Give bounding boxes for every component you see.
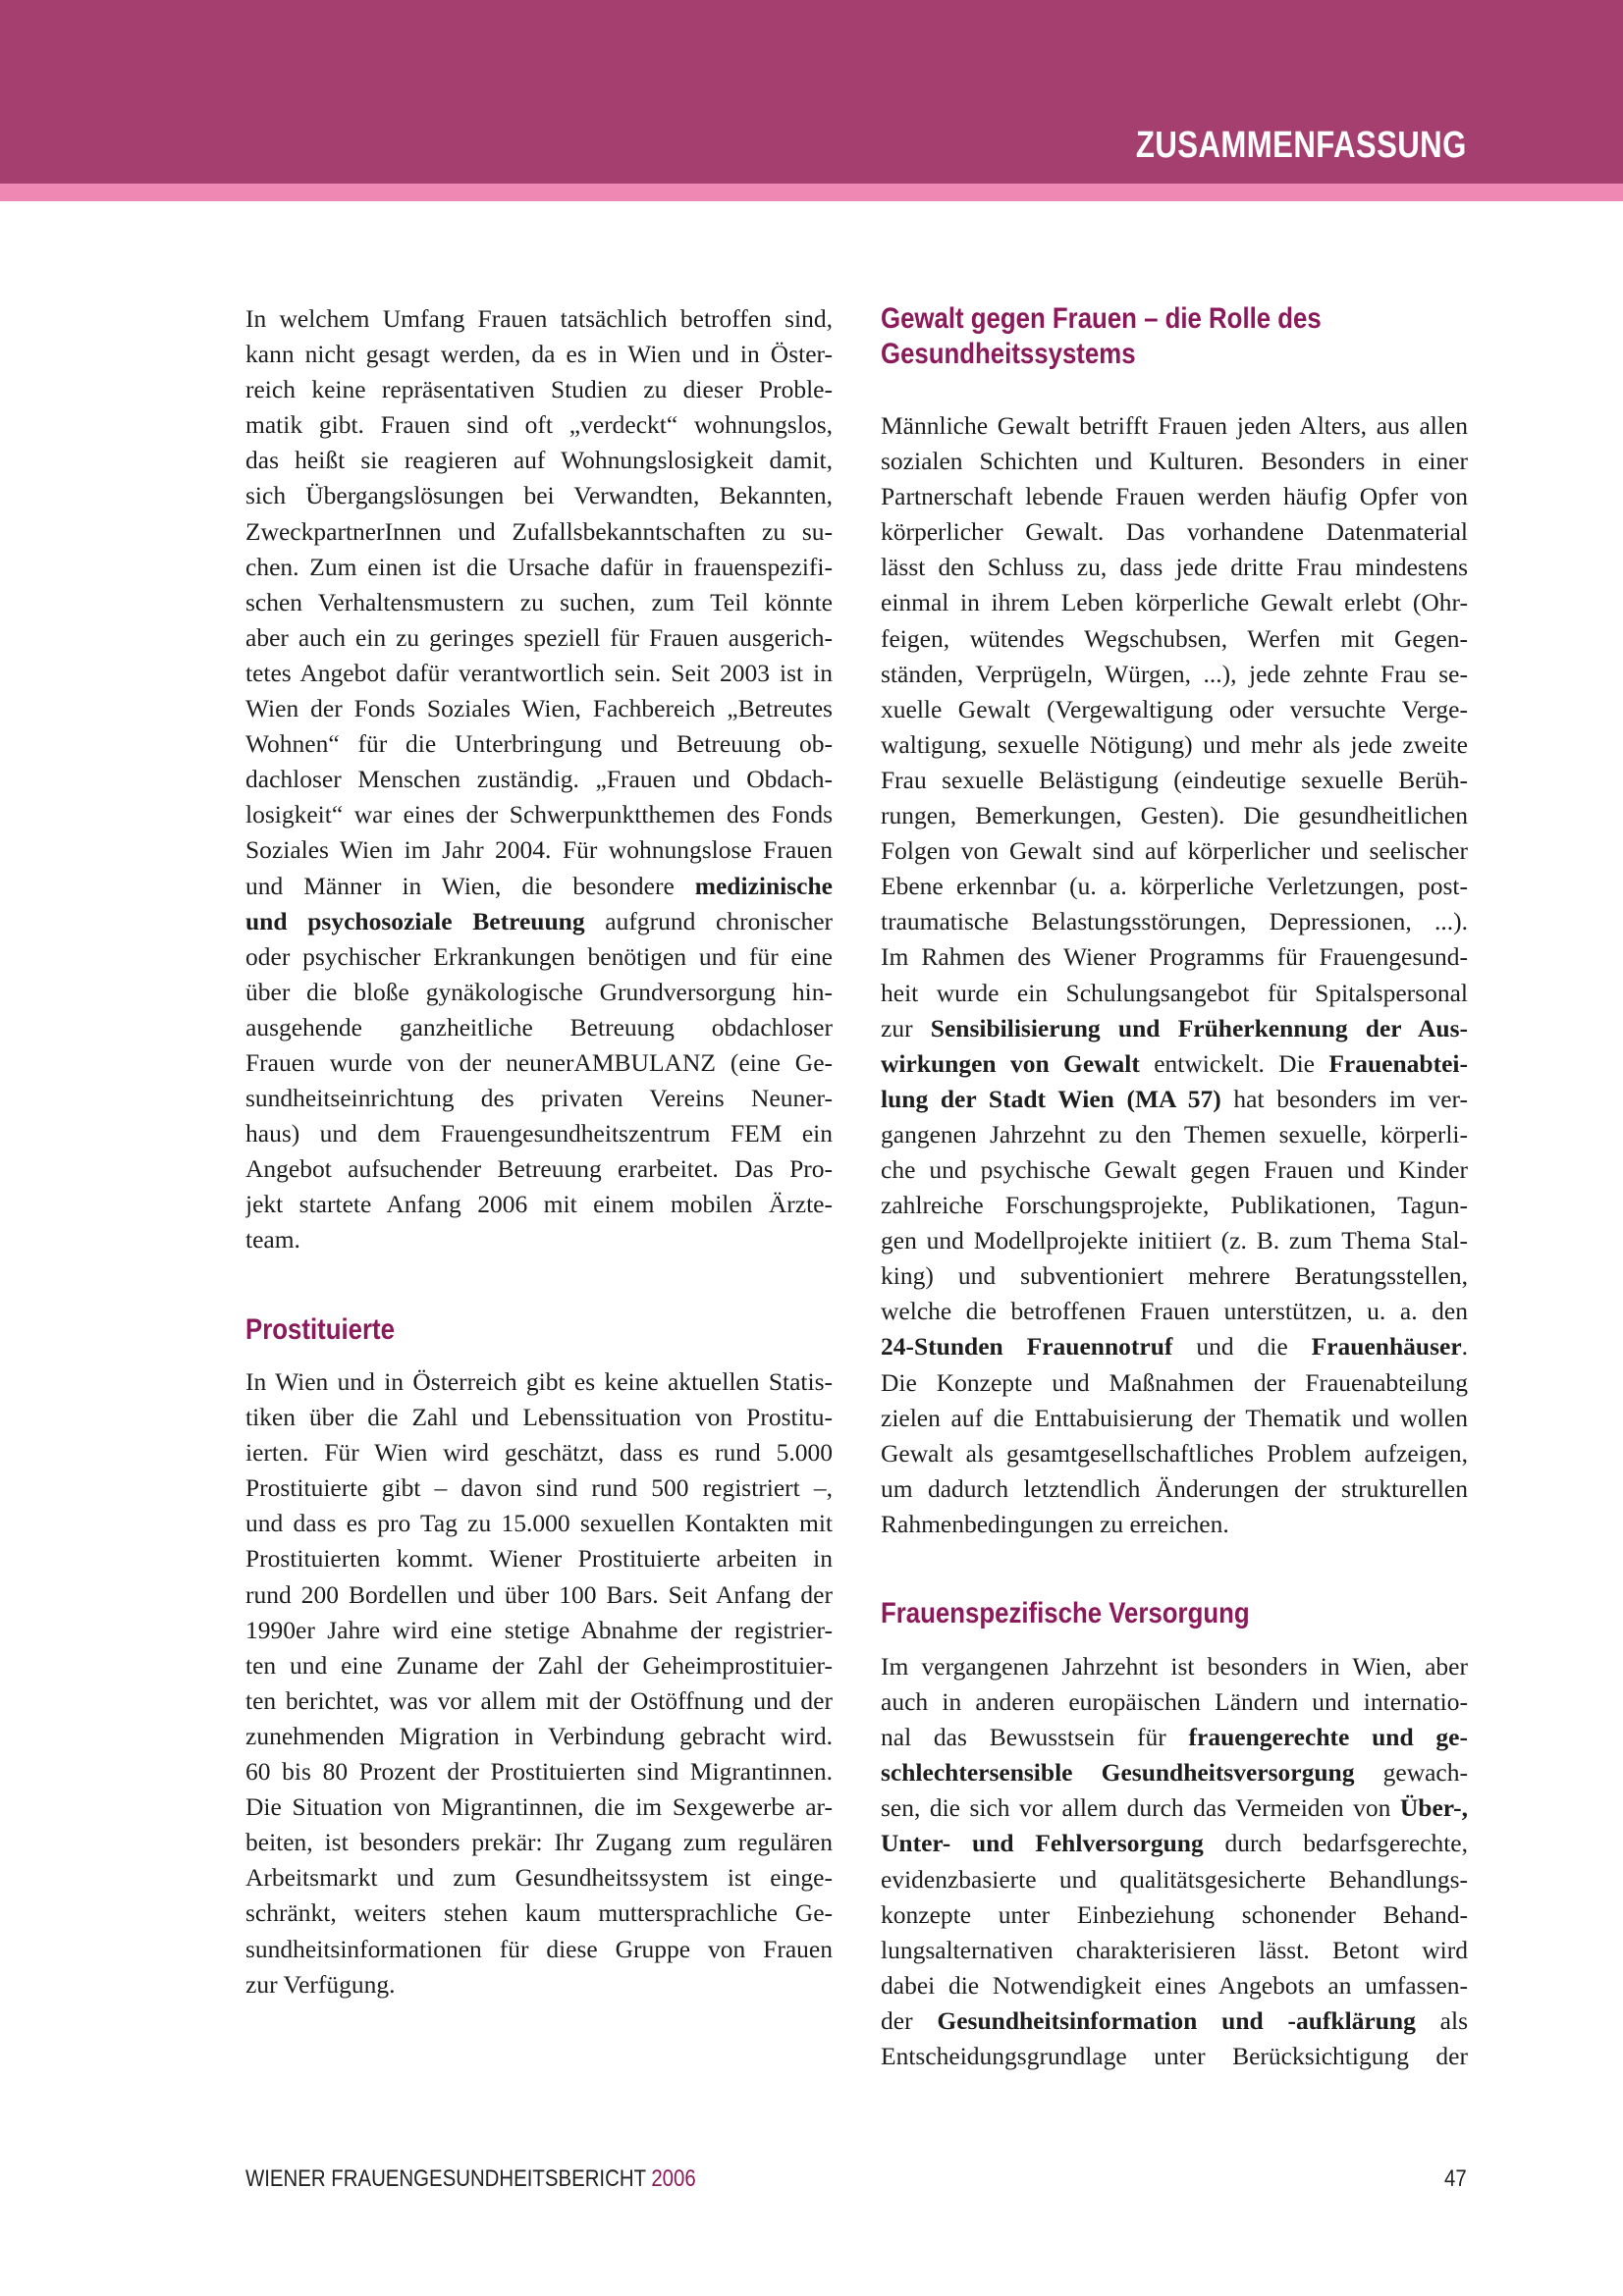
text-line — [881, 1401, 1468, 1436]
text-line — [245, 1789, 833, 1825]
text: 1990er Jahre wird eine stetige Abnahme der registrier- — [245, 1615, 833, 1644]
text: nal das Bewusstsein für — [881, 1723, 1189, 1752]
text: zur Verfügung. — [245, 1969, 396, 1999]
text-line — [245, 1435, 833, 1470]
text: Prostituierte gibt – davon sind rund 500 registriert –, — [245, 1473, 833, 1503]
footer-report-name: WIENER FRAUENGESUNDHEITSBERICHT — [245, 2165, 646, 2192]
text-line — [881, 1897, 1468, 1933]
heading-line: Gesundheitssystems — [881, 338, 1136, 370]
text: . — [1461, 1332, 1468, 1362]
text: rund 200 Bordellen und über 100 Bars. Seit Anfang der — [245, 1579, 833, 1609]
text: haus) und dem Frauengesundheitszentrum FEM ein — [245, 1119, 833, 1148]
text: gen und Modellprojekte initiiert (z. B. zum Thema Stal- — [881, 1226, 1468, 1255]
text: sich Übergangslösungen bei Verwandten, Bekannten, — [245, 481, 833, 510]
text: lässt den Schluss zu, dass jede dritte Frau mindestens — [881, 553, 1468, 582]
text-line — [881, 692, 1468, 727]
text: In welchem Umfang Frauen tatsächlich betroffen sind, — [245, 304, 833, 333]
text: konzepte unter Einbeziehung schonender Behand- — [881, 1899, 1468, 1929]
text: Soziales Wien im Jahr 2004. Für wohnungslose Frauen — [245, 835, 833, 865]
text-line — [245, 1116, 833, 1151]
text: oder psychischer Erkrankungen benötigen und für eine — [245, 941, 833, 971]
text: entwickelt. Die — [1139, 1048, 1329, 1078]
text: losigkeit“ war eines der Schwerpunktthemen des Fonds — [245, 800, 833, 829]
text-line — [245, 1045, 833, 1081]
left-paragraph-1 — [245, 301, 833, 1258]
bold-text: Frauenabtei- — [1328, 1048, 1468, 1078]
text-line — [881, 657, 1468, 692]
text: Die Situation von Migrantinnen, die im Sexgewerbe ar- — [245, 1792, 833, 1822]
text-line — [245, 1967, 833, 2002]
text-line — [245, 1400, 833, 1435]
footer-year: 2006 — [651, 2165, 696, 2192]
bold-text: medizinische — [694, 871, 833, 900]
text: heit wurde ein Schulungsangebot für Spitalspersonal — [881, 978, 1468, 1007]
text: zahlreiche Forschungsprojekte, Publikationen, Tagun- — [881, 1191, 1468, 1220]
text-line — [881, 1507, 1468, 1542]
text: sozialen Schichten und Kulturen. Besonders in einer — [881, 447, 1468, 476]
text: Entscheidungsgrundlage unter Berücksichtigung der — [881, 2042, 1468, 2071]
text-line — [881, 833, 1468, 869]
text: über die bloße gynäkologische Grundversorgung hin- — [245, 977, 833, 1006]
text: beiten, ist besonders prekär: Ihr Zugang zum regulären — [245, 1828, 833, 1857]
text: sundheitseinrichtung des privaten Vereins Neuner- — [245, 1084, 833, 1113]
text-line — [881, 550, 1468, 585]
text: Im Rahmen des Wiener Programms für Frauengesund- — [881, 942, 1468, 972]
text-line — [881, 1968, 1468, 2003]
text: auch in anderen europäischen Ländern und internatio- — [881, 1687, 1468, 1717]
text-line — [245, 1470, 833, 1506]
text-line — [245, 939, 833, 975]
text-line — [881, 869, 1468, 904]
text: einmal in ihrem Leben körperliche Gewalt erlebt (Ohr- — [881, 588, 1468, 617]
text: In Wien und in Österreich gibt es keine aktuellen Statis- — [245, 1367, 833, 1396]
bold-text: Frauenhäuser — [1311, 1332, 1462, 1362]
bold-text: Über-, — [1399, 1793, 1468, 1823]
text: ständen, Verprügeln, Würgen, ...), jede zehnte Frau se- — [881, 659, 1468, 688]
text-line — [881, 585, 1468, 620]
text: Arbeitsmarkt und zum Gesundheitssystem ist einge- — [245, 1863, 833, 1893]
text: Folgen von Gewalt sind auf körperlicher und seelischer — [881, 836, 1468, 866]
text-line — [881, 904, 1468, 939]
text: tiken über die Zahl und Lebenssituation von Prostitu- — [245, 1403, 833, 1432]
text: gewach- — [1354, 1758, 1468, 1788]
text-line — [881, 1862, 1468, 1897]
text: sen, die sich vor allem durch das Vermeiden von — [881, 1793, 1400, 1823]
text-line — [245, 691, 833, 726]
text-line — [245, 1719, 833, 1754]
bold-text: lung der Stadt Wien (MA 57) — [881, 1084, 1221, 1113]
text: aufgrund chronischer — [584, 906, 833, 935]
text: um dadurch letztendlich Änderungen der strukturellen — [881, 1473, 1468, 1503]
text-line — [245, 1932, 833, 1967]
text: körperlicher Gewalt. Das vorhandene Datenmaterial — [881, 517, 1468, 547]
text: als — [1415, 2005, 1468, 2035]
text: hat besonders im ver- — [1220, 1084, 1468, 1113]
text-line — [881, 1720, 1468, 1755]
text: und Männer in Wien, die besondere — [245, 871, 695, 900]
text-line — [245, 620, 833, 656]
text: kann nicht gesagt werden, da es in Wien und in Öster- — [245, 340, 833, 369]
text: team. — [245, 1225, 300, 1255]
bold-text: und psychosoziale Betreuung — [245, 906, 585, 935]
bold-text: 24-Stunden Frauennotruf — [881, 1332, 1173, 1362]
text-line — [881, 479, 1468, 514]
text-line — [245, 1541, 833, 1576]
text-line — [245, 1506, 833, 1541]
text-line — [245, 1683, 833, 1719]
text: Wien der Fonds Soziales Wien, Fachbereich „Betreutes — [245, 694, 833, 723]
text: matik gibt. Frauen sind oft „verdeckt“ wohnungslos, — [245, 410, 833, 440]
text-line — [245, 797, 833, 832]
bold-text: wirkungen von Gewalt — [881, 1048, 1140, 1078]
text: Frau sexuelle Belästigung (eindeutige sexuelle Berüh- — [881, 765, 1468, 794]
left-paragraph-2 — [245, 1364, 833, 2002]
bold-text: Sensibilisierung und Früherkennung der Aus- — [930, 1013, 1468, 1042]
text: tetes Angebot dafür verantwortlich sein. Seit 2003 ist in — [245, 658, 833, 687]
text-line — [881, 798, 1468, 833]
text-line — [245, 372, 833, 407]
text-line — [245, 1860, 833, 1896]
text: Ebene erkennbar (u. a. körperliche Verletzungen, post- — [881, 872, 1468, 901]
text: 60 bis 80 Prozent der Prostituierten sind Migrantinnen. — [245, 1757, 833, 1787]
text: sundheitsinformationen für diese Gruppe von Frauen — [245, 1934, 833, 1963]
text: das heißt sie reagieren auf Wohnungslosigkeit damit, — [245, 446, 833, 475]
text: Gewalt als gesamtgesellschaftliches Problem aufzeigen, — [881, 1438, 1468, 1468]
text: und dass es pro Tag zu 15.000 sexuellen Kontakten mit — [245, 1509, 833, 1538]
text: ten und eine Zuname der Zahl der Geheimprostituier- — [245, 1650, 833, 1680]
text: dachloser Menschen zuständig. „Frauen und Obdach- — [245, 765, 833, 794]
text: traumatische Belastungsstörungen, Depressionen, ...). — [881, 907, 1468, 936]
text: evidenzbasierte und qualitätsgesicherte Behandlungs- — [881, 1864, 1468, 1894]
text-line — [245, 726, 833, 762]
text-line — [881, 1436, 1468, 1471]
text-line — [881, 1294, 1468, 1329]
text-line — [881, 1790, 1468, 1826]
heading-frauenspezifische-versorgung: Frauenspezifische Versorgung — [881, 1597, 1250, 1629]
text-line — [245, 656, 833, 691]
heading-gewalt — [881, 301, 1468, 372]
text-line — [881, 1152, 1468, 1188]
text-line — [245, 1151, 833, 1187]
text-line — [881, 1826, 1468, 1861]
heading-line: Gewalt gegen Frauen – die Rolle des — [881, 302, 1322, 335]
text-line — [881, 2003, 1468, 2039]
text-line — [881, 1223, 1468, 1258]
text: Im vergangenen Jahrzehnt ist besonders in Wien, aber — [881, 1652, 1468, 1681]
text-line — [881, 1188, 1468, 1223]
text: dabei die Notwendigkeit eines Angebots an umfassen- — [881, 1970, 1468, 2000]
text: ierten. Für Wien wird geschätzt, dass es rund 5.000 — [245, 1438, 833, 1468]
text: reich keine repräsentativen Studien zu dieser Proble- — [245, 375, 833, 404]
text-line — [881, 976, 1468, 1011]
text: king) und subventioniert mehrere Beratungsstellen, — [881, 1261, 1468, 1291]
text-line — [881, 1933, 1468, 1968]
text-line — [881, 1117, 1468, 1152]
text: xuelle Gewalt (Vergewaltigung oder versuchte Verge- — [881, 694, 1468, 723]
text-line — [245, 585, 833, 620]
text-line — [245, 1010, 833, 1045]
text-line — [245, 1187, 833, 1222]
text-line — [245, 975, 833, 1010]
bold-text: frauengerechte und ge- — [1188, 1723, 1468, 1752]
text-line — [245, 550, 833, 585]
text: jekt startete Anfang 2006 mit einem mobilen Ärzte- — [245, 1190, 833, 1219]
text-line — [881, 621, 1468, 657]
text-line — [881, 514, 1468, 550]
text-line — [881, 939, 1468, 975]
text: waltigung, sexuelle Nötigung) und mehr als jede zweite — [881, 729, 1468, 759]
text-line — [881, 1471, 1468, 1507]
text-line — [245, 1222, 833, 1257]
text-line — [881, 444, 1468, 479]
text: Frauen wurde von der neunerAMBULANZ (eine Ge- — [245, 1047, 833, 1077]
text-line — [245, 762, 833, 797]
text-line — [881, 2039, 1468, 2074]
text: gangenen Jahrzehnt zu den Themen sexuelle, körperli- — [881, 1119, 1468, 1148]
text-line — [881, 408, 1468, 444]
text-line — [245, 832, 833, 868]
text: ausgehende ganzheitliche Betreuung obdachloser — [245, 1012, 833, 1041]
text: durch bedarfsgerechte, — [1203, 1829, 1468, 1858]
text-line — [881, 1684, 1468, 1720]
text: feigen, wütendes Wegschubsen, Werfen mit Gegen- — [881, 623, 1468, 653]
text-line — [245, 407, 833, 443]
text: Prostituierten kommt. Wiener Prostituierte arbeiten in — [245, 1544, 833, 1574]
text-line — [881, 1258, 1468, 1294]
text-line — [881, 1046, 1468, 1082]
text-line — [881, 1011, 1468, 1046]
bold-text: Unter- und Fehlversorgung — [881, 1829, 1204, 1858]
heading-prostituierte: Prostituierte — [245, 1313, 395, 1346]
text: Männliche Gewalt betrifft Frauen jeden Alters, aus allen — [881, 411, 1468, 440]
right-paragraph-2 — [881, 1649, 1468, 2074]
text-line — [881, 763, 1468, 798]
text-line — [881, 727, 1468, 763]
text: Die Konzepte und Maßnahmen der Frauenabteilung — [881, 1367, 1468, 1397]
text-line — [245, 1613, 833, 1648]
text-line — [245, 478, 833, 513]
text: welche die betroffenen Frauen unterstützen, u. a. den — [881, 1297, 1468, 1326]
text-line — [245, 1577, 833, 1613]
text-line — [245, 443, 833, 478]
text-line — [881, 1329, 1468, 1364]
footer-title — [245, 2163, 696, 2195]
text: lungsalternativen charakterisieren lässt. Betont wird — [881, 1935, 1468, 1964]
text: zunehmenden Migration in Verbindung gebracht wird. — [245, 1721, 833, 1750]
text: ZweckpartnerInnen und Zufallsbekanntschaften zu su- — [245, 516, 833, 546]
text: rungen, Bemerkungen, Gesten). Die gesundheitlichen — [881, 801, 1468, 830]
text: Partnerschaft lebende Frauen werden häufig Opfer von — [881, 482, 1468, 511]
text: zielen auf die Enttabuisierung der Thematik und wollen — [881, 1403, 1468, 1432]
text: schen Verhaltensmustern zu suchen, zum Teil könnte — [245, 587, 833, 616]
page-number: 47 — [1444, 2165, 1467, 2192]
text: chen. Zum einen ist die Ursache dafür in frauenspezifi- — [245, 552, 833, 581]
right-paragraph-1 — [881, 408, 1468, 1542]
text: Wohnen“ für die Unterbringung und Betreuung ob- — [245, 729, 833, 759]
bold-text: Gesundheitsinformation und -aufklärung — [937, 2005, 1416, 2035]
text: ten berichtet, was vor allem mit der Ostöffnung und der — [245, 1685, 833, 1715]
text: che und psychische Gewalt gegen Frauen und Kinder — [881, 1154, 1468, 1184]
text: der — [881, 2005, 938, 2035]
text-line — [245, 337, 833, 372]
text: aber auch ein zu geringes speziell für Frauen ausgerich- — [245, 622, 833, 652]
text-line — [245, 869, 833, 904]
header-stripe — [0, 184, 1623, 201]
text-line — [881, 1755, 1468, 1790]
text-line — [245, 1081, 833, 1116]
text-line — [881, 1365, 1468, 1401]
text-line — [245, 1648, 833, 1683]
text-line — [245, 301, 833, 337]
text: schränkt, weiters stehen kaum muttersprachliche Ge- — [245, 1898, 833, 1928]
text-line — [245, 514, 833, 550]
text: zur — [881, 1013, 931, 1042]
bold-text: schlechtersensible Gesundheitsversorgung — [881, 1758, 1355, 1788]
section-title: ZUSAMMENFASSUNG — [1136, 125, 1467, 166]
text-line — [245, 1364, 833, 1400]
text-line — [245, 904, 833, 939]
text: Angebot aufsuchender Betreuung erarbeitet. Das Pro- — [245, 1154, 833, 1184]
text-line — [245, 1754, 833, 1789]
text-line — [245, 1825, 833, 1860]
text-line — [245, 1896, 833, 1931]
text-line — [881, 1082, 1468, 1117]
text: Rahmenbedingungen zu erreichen. — [881, 1509, 1229, 1538]
text: und die — [1172, 1332, 1312, 1362]
text-line — [881, 1649, 1468, 1684]
